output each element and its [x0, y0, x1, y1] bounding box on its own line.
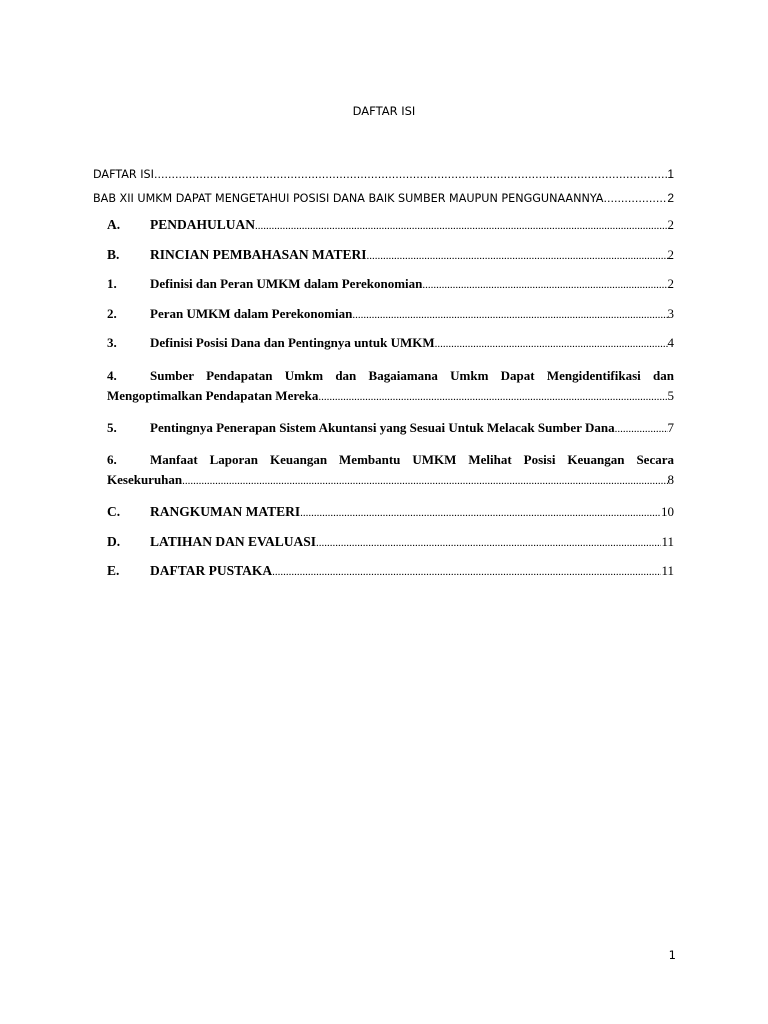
toc-entry-number: E.: [107, 563, 120, 578]
toc-entry-page: 2: [667, 191, 674, 205]
table-of-contents: [93, 162, 674, 586]
toc-entry-label: BAB XII UMKM DAPAT MENGETAHUI POSISI DANA BAIK SUMBER MAUPUN PENGGUNAANNYA: [93, 192, 604, 205]
toc-entry-4[interactable]: [93, 361, 674, 413]
toc-entry-label: Peran UMKM dalam Perekonomian: [150, 305, 353, 321]
toc-entry-5[interactable]: [93, 413, 674, 443]
dot-leader: [422, 271, 667, 299]
toc-entry-number: 3.: [107, 335, 117, 350]
dot-leader: [154, 163, 667, 186]
dot-leader: [615, 415, 668, 443]
toc-entry-2[interactable]: [93, 299, 674, 329]
toc-entry-label: PENDAHULUAN: [150, 217, 256, 232]
toc-entry-number: D.: [107, 533, 121, 549]
toc-entry-a[interactable]: [93, 210, 674, 240]
toc-entry-number: 2.: [107, 305, 117, 321]
toc-entry-label: LATIHAN DAN EVALUASI: [150, 533, 317, 549]
toc-entry-b[interactable]: [93, 240, 674, 270]
toc-entry-page: 11: [661, 563, 674, 578]
toc-entry-label: Definisi dan Peran UMKM dalam Perekonomian: [150, 276, 423, 291]
toc-entry-3[interactable]: [93, 328, 674, 358]
dot-leader: [182, 470, 667, 492]
toc-entry-number: B.: [107, 246, 120, 262]
toc-entry-c[interactable]: [93, 497, 674, 527]
toc-entry-6[interactable]: [93, 445, 674, 497]
toc-entry-page: 2: [667, 217, 674, 232]
toc-entry-number: 6.: [107, 452, 117, 467]
page-number: 1: [668, 948, 676, 962]
toc-entry-label: DAFTAR PUSTAKA: [150, 563, 273, 578]
dot-leader: [300, 499, 661, 527]
toc-entry-label: Pentingnya Penerapan Sistem Akuntansi yang Sesuai Untuk Melacak Sumber Dana: [150, 419, 615, 435]
toc-entry-label: Definisi Posisi Dana dan Pentingnya untuk UMKM: [150, 335, 435, 350]
toc-entry-page: 1: [667, 167, 674, 181]
dot-leader: [255, 212, 667, 240]
toc-entry-number: 4.: [107, 367, 117, 383]
page-title: DAFTAR ISI: [352, 104, 416, 118]
toc-entry-label-continued: Mengoptimalkan Pendapatan Mereka: [107, 387, 319, 403]
toc-entry-page: 2: [667, 276, 674, 291]
toc-entry-page: 3: [667, 305, 674, 321]
toc-entry-label-continued: Kesekuruhan: [107, 472, 183, 487]
toc-entry-label: Sumber Pendapatan Umkm dan Bagaiamana Umkm Dapat Mengidentifikasi dan: [150, 367, 674, 383]
toc-entry-label: Manfaat Laporan Keuangan Membantu UMKM Melihat Posisi Keuangan Secara: [150, 452, 674, 467]
toc-entry-page: 11: [661, 533, 674, 549]
dot-leader: [352, 301, 667, 329]
toc-entry-daftar-isi[interactable]: [93, 162, 674, 186]
toc-entry-page: 7: [667, 419, 674, 435]
toc-entry-number: C.: [107, 504, 121, 519]
dot-leader: [316, 529, 661, 557]
toc-entry-label: DAFTAR ISI: [93, 168, 154, 181]
toc-entry-number: A.: [107, 217, 121, 232]
toc-entry-e[interactable]: [93, 556, 674, 586]
toc-entry-label: RINCIAN PEMBAHASAN MATERI: [150, 246, 367, 262]
toc-entry-number: 5.: [107, 419, 117, 435]
toc-entry-page: 8: [667, 472, 674, 487]
dot-leader: [603, 187, 667, 210]
toc-entry-d[interactable]: [93, 527, 674, 557]
toc-entry-page: 2: [667, 246, 674, 262]
toc-entry-page: 5: [667, 387, 674, 403]
toc-entry-bab[interactable]: [93, 186, 674, 210]
dot-leader: [367, 242, 668, 270]
dot-leader: [272, 558, 661, 586]
dot-leader: [435, 330, 668, 358]
toc-entry-label: RANGKUMAN MATERI: [150, 504, 301, 519]
toc-entry-page: 10: [661, 504, 674, 519]
toc-entry-1[interactable]: [93, 269, 674, 299]
toc-entry-page: 4: [667, 335, 674, 350]
toc-entry-number: 1.: [107, 276, 117, 291]
dot-leader: [318, 386, 667, 408]
